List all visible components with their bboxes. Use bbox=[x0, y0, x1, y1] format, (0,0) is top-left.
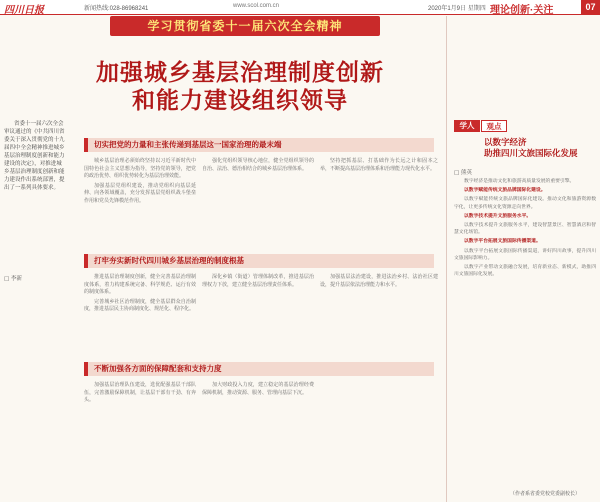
paragraph: 以数字技术提升文旅服务水平，建设智慧景区、智慧酒店和智慧文化场馆。 bbox=[454, 223, 596, 236]
headline bbox=[40, 58, 440, 114]
section-heading-3: 不断加强各方面的保障配套和支持力度 bbox=[84, 362, 434, 376]
side-article-author: □ 熊英 bbox=[454, 170, 472, 176]
section-3-column-2 bbox=[202, 382, 314, 399]
side-article-title bbox=[484, 137, 594, 159]
paragraph: 数字经济是推动文化和旅游高质量发展的重要引擎。 bbox=[464, 179, 575, 184]
side-article-body bbox=[454, 178, 596, 280]
paragraph: 坚持把抓基层、打基础作为长远之计和固本之举，不断提高基层治理体系和治理能力现代化水平。 bbox=[320, 158, 438, 172]
column-divider bbox=[446, 16, 447, 502]
paragraph: 加强基层治理队伍建设，选优配强基层干部队伍，完善激励保障机制，让基层干部有干劲、有奔头。 bbox=[84, 382, 196, 404]
paragraph: 完善城乡社区治理制度，健全基层群众自治制度，推进基层民主协商制度化、规范化、程序化。 bbox=[84, 298, 196, 313]
section-2-column-2 bbox=[202, 274, 314, 291]
website: www.scol.com.cn bbox=[233, 3, 280, 9]
section-1-column-1 bbox=[84, 158, 196, 208]
paragraph: 推进基层治理制度创新，健全完善基层治理制度体系，着力构建系统完备、科学规范、运行有效的制度体系。 bbox=[84, 274, 196, 296]
side-title-line-1: 以数字经济 bbox=[484, 137, 527, 147]
section-heading-2: 打牢夯实新时代四川城乡基层治理的制度根基 bbox=[84, 254, 434, 268]
bold-heading: 以数字技术提升文旅服务水平。 bbox=[464, 212, 532, 219]
section-3-column-1 bbox=[84, 382, 196, 407]
masthead bbox=[0, 0, 600, 15]
section-1-column-3 bbox=[320, 158, 438, 175]
masthead-logo: 四川日报 bbox=[4, 5, 44, 16]
headline-line-1: 加强城乡基层治理制度创新 bbox=[96, 59, 384, 85]
issue-date: 2020年1月9日 星期四 bbox=[428, 6, 486, 12]
side-title-line-2: 助推四川文旅国际化发展 bbox=[484, 148, 578, 158]
section-heading-1: 切实把党的力量和主张传递到基层这一国家治理的最末端 bbox=[84, 138, 434, 152]
section-2-column-3 bbox=[320, 274, 438, 291]
section-name: 理论创新·关注 bbox=[490, 5, 554, 16]
section-1-column-2 bbox=[202, 158, 314, 175]
paragraph: 以数字平台拓展文旅国际传播渠道，讲好四川故事，提升四川文旅国际影响力。 bbox=[454, 248, 596, 261]
paragraph: 加强基层党组织建设，推动党组织向基层延伸、向各领域覆盖，充分发挥基层党组织战斗堡垒作用和党员先锋模范作用。 bbox=[84, 182, 196, 204]
bold-heading: 以数字平台拓展文旅国际传播渠道。 bbox=[464, 238, 541, 245]
bold-heading: 以数字赋能传统文旅品牌国际化建设。 bbox=[464, 187, 546, 194]
page-number: 07 bbox=[581, 0, 600, 14]
column-tag-viewpoint: 观点 bbox=[481, 120, 507, 132]
column-tag-scholar: 学人 bbox=[454, 120, 480, 132]
author-note: （作者系省委党校党委副校长） bbox=[510, 491, 581, 497]
paragraph: 城乡基层治理必须始终坚持以习近平新时代中国特色社会主义思想为指导，坚持党的领导，把党的政治优势、组织优势转化为基层治理效能。 bbox=[84, 158, 196, 180]
article-author: □ 李新 bbox=[4, 276, 22, 282]
paragraph: 以数字赋能传统文旅品牌国际化建设。推动文化和旅游资源数字化，让更多传统文化资源走向世界。 bbox=[454, 197, 596, 210]
paragraph: 加强基层法治建设，推进法治乡村、法治社区建设，提升基层依法治理能力和水平。 bbox=[320, 274, 438, 288]
paragraph: 强化党组织领导核心地位，健全党组织领导的自治、法治、德治相结合的城乡基层治理体系。 bbox=[202, 158, 314, 172]
topic-banner: 学习贯彻省委十一届六次全会精神 bbox=[110, 16, 380, 36]
paragraph: 加大财政投入力度，建立稳定的基层治理经费保障机制，推动资源、服务、管理向基层下沉。 bbox=[202, 382, 314, 396]
paragraph: 以数字产业带动文旅融合发展，培育新业态、新模式，助推四川文旅国际化发展。 bbox=[454, 265, 596, 278]
paragraph: 深化乡镇（街道）管理体制改革，推进基层治理权力下放，建立健全基层治理责任体系。 bbox=[202, 274, 314, 288]
section-2-column-1 bbox=[84, 274, 196, 316]
intro-text: 省委十一届六次全会审议通过的《中共四川省委关于深入贯彻党的十九届四中全会精神推进城乡基层治理制度创新和能力建设的决定》，对推进城乡基层治理制度创新和能力建设作出系统部署，提出了一系列具体要求。 bbox=[4, 121, 65, 191]
headline-line-2: 和能力建设组织领导 bbox=[132, 87, 348, 113]
hotline: 新闻热线:028-86968241 bbox=[84, 6, 149, 12]
